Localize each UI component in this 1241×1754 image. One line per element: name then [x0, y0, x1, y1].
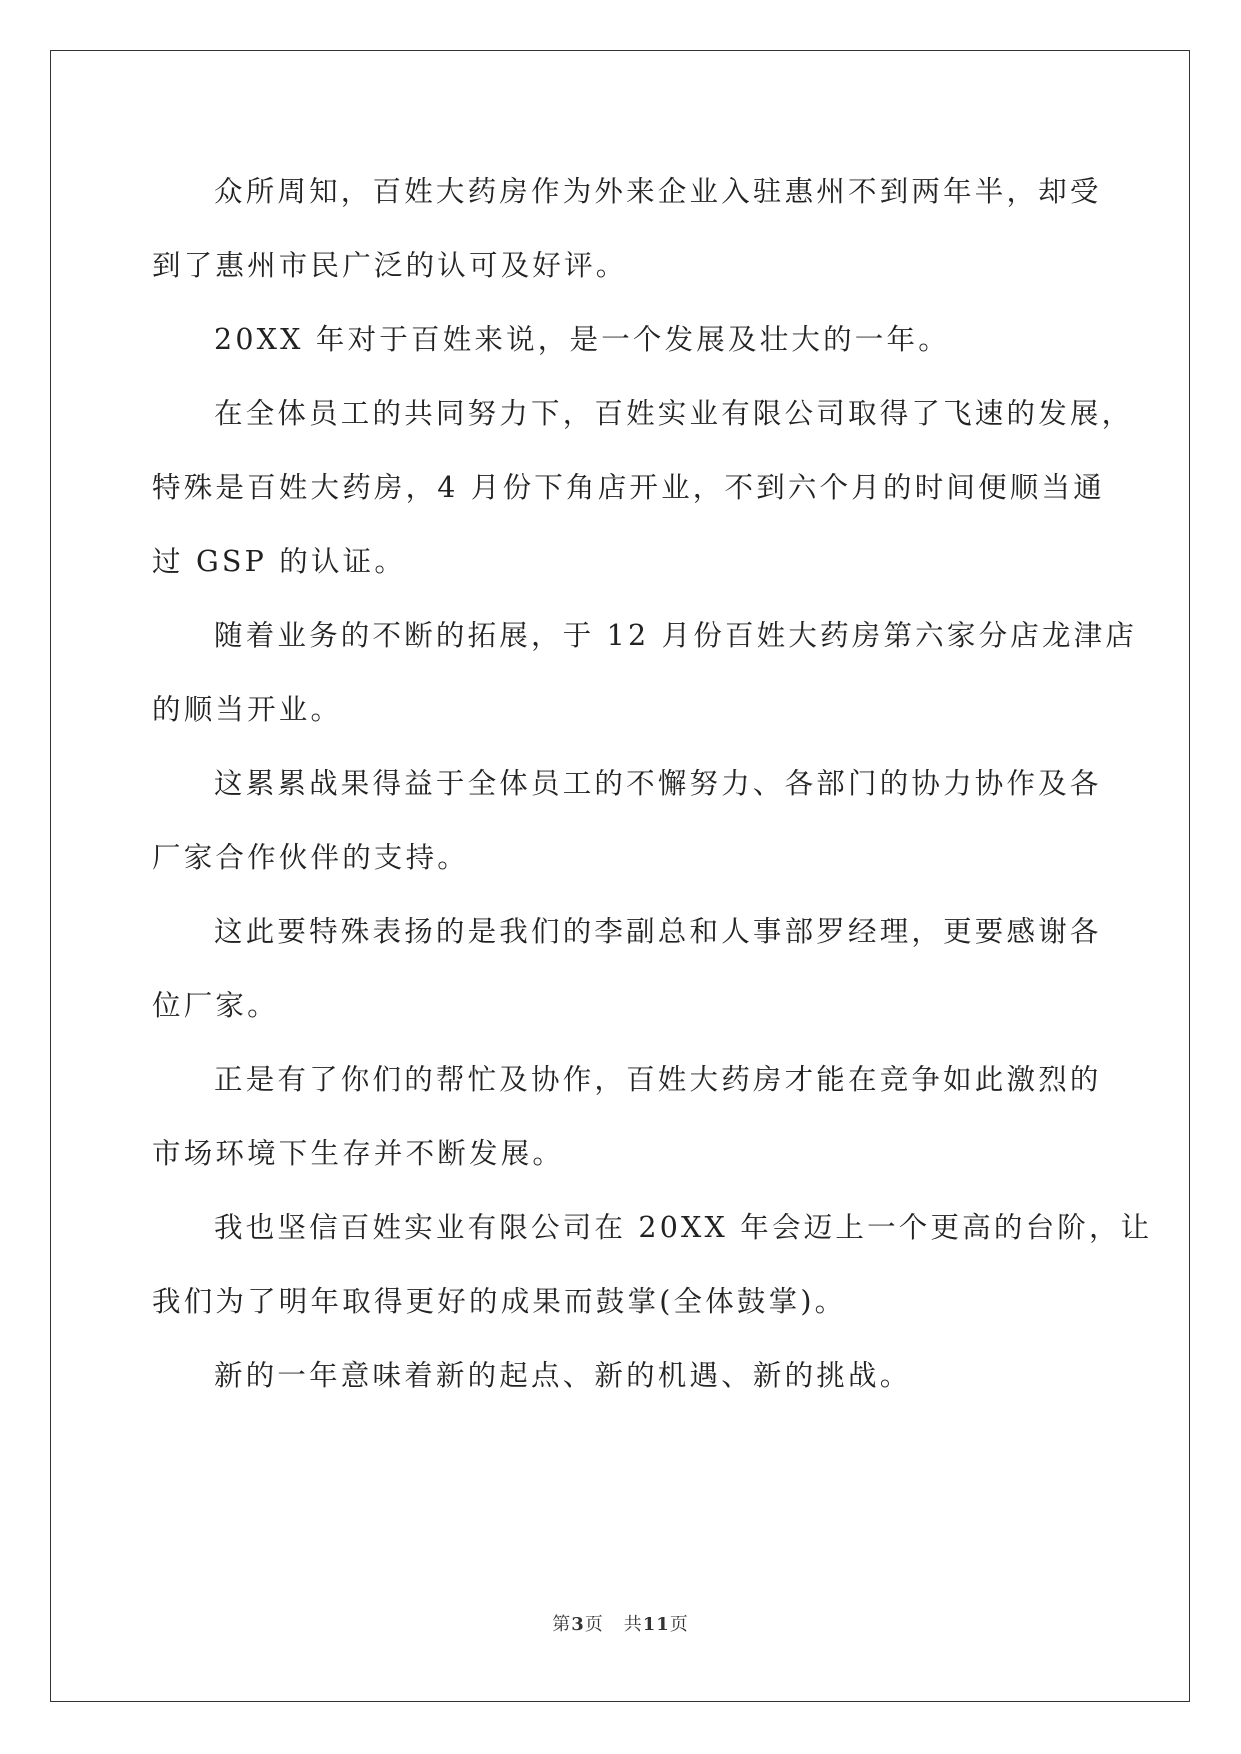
total-suffix: 页 [669, 1614, 689, 1635]
text-line: 这累累战果得益于全体员工的不懈努力、各部门的协力协作及各 [214, 767, 1102, 800]
text-line: 随着业务的不断的拓展，于 12 月份百姓大药房第六家分店龙津店 [214, 619, 1138, 652]
text-line: 正是有了你们的帮忙及协作，百姓大药房才能在竞争如此激烈的 [214, 1063, 1102, 1096]
document-body [152, 155, 1153, 1413]
text-line: 这此要特殊表扬的是我们的李副总和人事部罗经理，更要感谢各 [214, 915, 1102, 948]
text-line: 在全体员工的共同努力下，百姓实业有限公司取得了飞速的发展， [214, 397, 1134, 430]
page-footer [0, 1610, 1241, 1636]
text-line: 我们为了明年取得更好的成果而鼓掌(全体鼓掌)。 [152, 1285, 847, 1318]
text-line: 我也坚信百姓实业有限公司在 20XX 年会迈上一个更高的台阶，让 [214, 1211, 1153, 1244]
text-line: 20XX 年对于百姓来说，是一个发展及壮大的一年。 [214, 323, 950, 356]
text-line: 市场环境下生存并不断发展。 [152, 1137, 565, 1170]
page-suffix: 页 [584, 1614, 604, 1635]
text-line: 新的一年意味着新的起点、新的机遇、新的挑战。 [214, 1359, 912, 1392]
text-line: 的顺当开业。 [152, 693, 343, 726]
current-page-number: 3 [571, 1614, 585, 1635]
text-line: 众所周知，百姓大药房作为外来企业入驻惠州不到两年半，却受 [214, 175, 1102, 208]
total-pages-number: 11 [642, 1614, 670, 1635]
text-line: 位厂家。 [152, 989, 279, 1022]
text-line: 厂家合作伙伴的支持。 [152, 841, 470, 874]
text-line: 特殊是百姓大药房，4 月份下角店开业，不到六个月的时间便顺当通 [152, 471, 1105, 504]
text-line: 到了惠州市民广泛的认可及好评。 [152, 249, 628, 282]
page-prefix: 第 [552, 1614, 572, 1635]
total-prefix: 共 [623, 1614, 643, 1635]
text-line: 过 GSP 的认证。 [152, 545, 407, 578]
